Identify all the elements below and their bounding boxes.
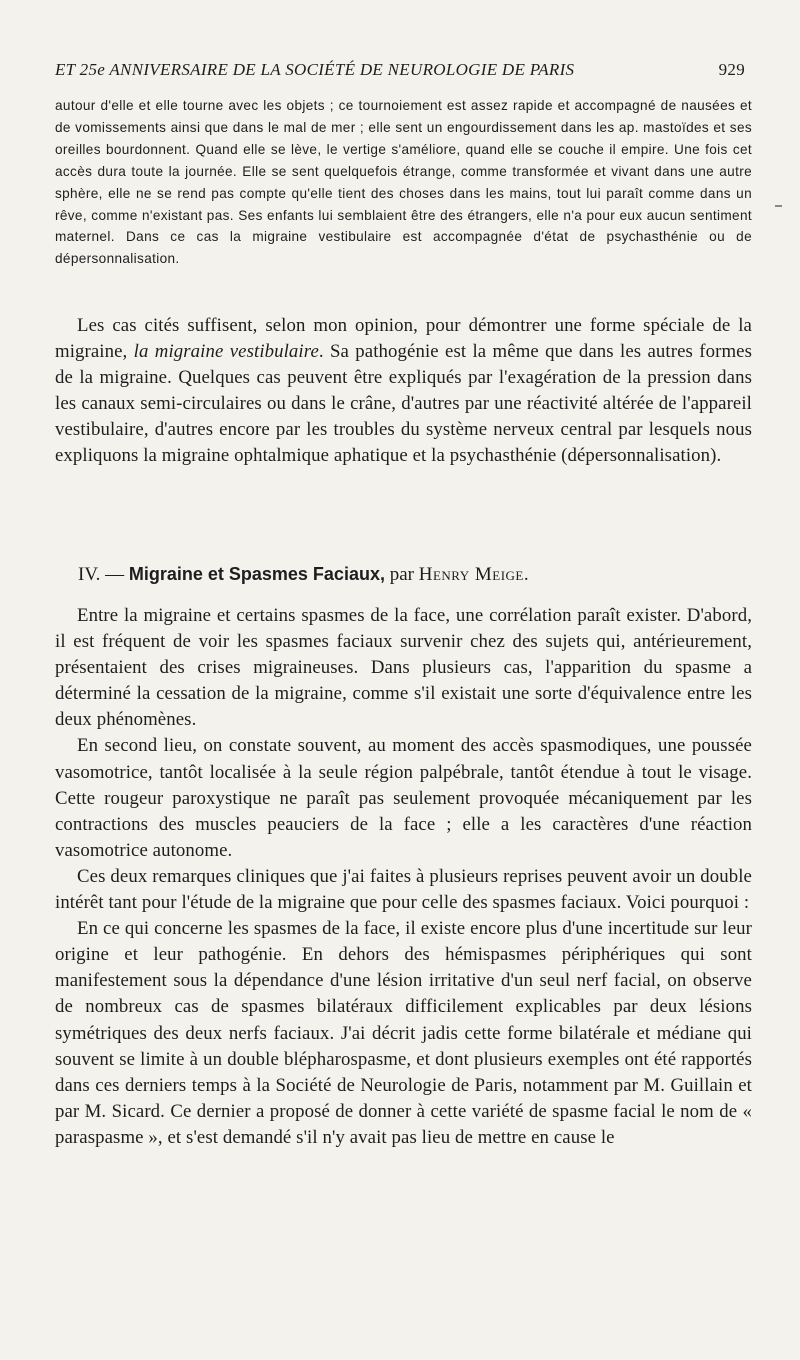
body-paragraph: En second lieu, on constate souvent, au moment des accès spasmodiques, une poussée vasomotrice, tantôt localisée à la seule région palpébrale, tantôt étendue à tout le visage. Cette rougeur paroxystique ne paraît pas seulement provoquée mécaniquement par les contractions des muscles peauciers de la face ; elle a les caractères d'une réaction vasomotrice autonome. [55,735,752,861]
case-report-paragraph: autour d'elle et elle tourne avec les objets ; ce tournoiement est assez rapide et accompagné de nausées et de vomissements ainsi que dans le mal de mer ; elle sent un engourdissement dans les ap. mastoïdes et ses oreilles bourdonnent. Quand elle se lève, le vertige s'améliore, quand elle se couche il empire. Une fois cet accès dura toute la journée. Elle se sent quelquefois étrange, comme transformée et vivant dans une autre sphère, elle ne se rend pas compte qu'elle tient des choses dans les mains, tout lui paraît comme dans un rêve, comme n'existant pas. Ses enfants lui semblaient être des étrangers, elle n'a pour eux aucun sentiment maternel. Dans ce cas la migraine vestibulaire est accompagnée d'état de psychasthénie ou de dépersonnalisation. [55,98,752,267]
running-title: ET 25e ANNIVERSAIRE DE LA SOCIÉTÉ DE NEUROLOGIE DE PARIS [55,60,575,79]
section-heading [78,564,758,586]
margin-mark [775,205,782,207]
conclusion-text-after: . Sa pathogénie est la même que dans les autres formes de la migraine. Quelques cas peuvent être expliqués par l'exagération de la pression dans les canaux semi-circulaires ou dans le crâne, d'autres par une réactivité altérée de l'appareil vestibulaire, d'autres encore par les troubles du système nerveux central par lesquels nous expliquons la migraine ophtalmique aphatique et la psychasthénie (dépersonnalisation). [55,341,752,467]
section-body [55,603,752,1151]
body-paragraph: En ce qui concerne les spasmes de la face, il existe encore plus d'une incertitude sur leur origine et leur pathogénie. En dehors des hémispasmes périphériques qui sont manifestement sous la dépendance d'une lésion irritative d'un seul nerf facial, on observe de nombreux cas de spasmes bilatéraux difficilement explicables par deux lésions symétriques des deux nerfs faciaux. J'ai décrit jadis cette forme bilatérale et médiane qui souvent se limite à un double blépharospasme, et dont plusieurs exemples ont été rapportés dans ces derniers temps à la Société de Neurologie de Paris, notamment par M. Guillain et par M. Sicard. Ce dernier a proposé de donner à cette variété de spasme facial le nom de « paraspasme », et s'est demandé s'il n'y avait pas lieu de mettre en cause le [55,918,752,1148]
body-paragraph: Entre la migraine et certains spasmes de la face, une corrélation paraît exister. D'abord, il est fréquent de voir les spasmes faciaux survenir chez des sujets qui, antérieurement, présentaient des crises migraineuses. Dans plusieurs cas, l'apparition du spasme a déterminé la cessation de la migraine, comme s'il existait une sorte d'équivalence entre les deux phénomènes. [55,605,752,731]
running-header [55,60,745,84]
section-number: IV. — [78,564,125,585]
section-author: Henry Meige. [418,564,530,585]
conclusion-text-before: Les cas cités suffisent, selon mon opinion, pour démontrer une forme spéciale de la migraine, [55,315,752,363]
section-by: par [389,564,414,585]
conclusion-section [55,313,752,470]
conclusion-emphasis: la migraine vestibulaire [133,341,319,363]
section-title: Migraine et Spasmes Faciaux, [128,564,385,584]
body-paragraph: Ces deux remarques cliniques que j'ai faites à plusieurs reprises peuvent avoir un double intérêt tant pour l'étude de la migraine que pour celle des spasmes faciaux. Voici pourquoi : [55,865,752,914]
conclusion-paragraph [55,313,752,470]
page-number: 929 [718,60,745,79]
